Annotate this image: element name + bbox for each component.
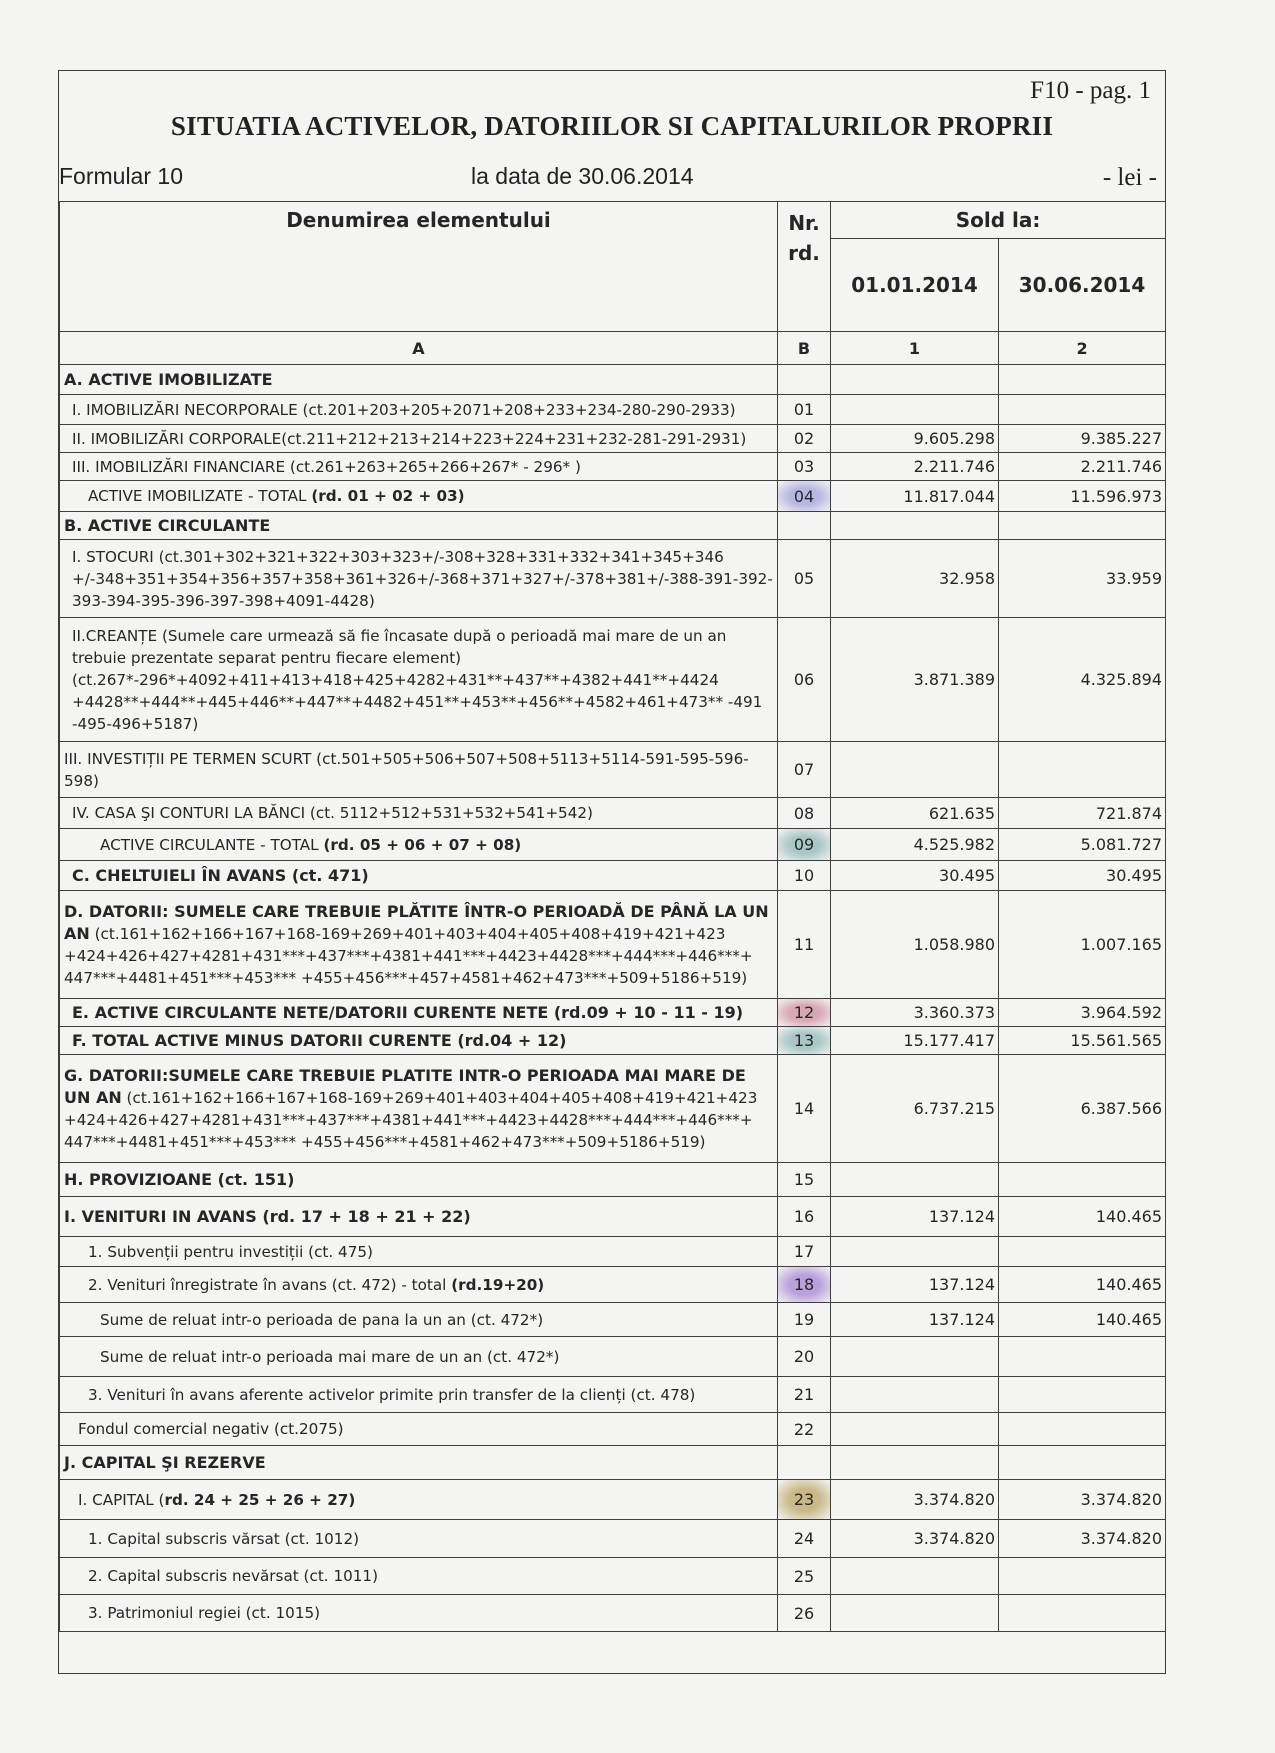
balance-end-value: 9.385.227 — [999, 425, 1166, 453]
balance-table-wrap — [59, 201, 1165, 1632]
table-row — [60, 512, 1166, 540]
header-date-start: 01.01.2014 — [831, 239, 999, 332]
element-label-text: I. STOCURI (ct.301+302+321+322+303+323+/-308+328+331+332+341+345+346 +/-348+351+354+356+357+358+361+326+/-368+371+327+/-378+381+/-388-391-392-393-394-395-396-397-398+4091-4428) — [72, 547, 773, 610]
element-label-text: C. CHELTUIELI ÎN AVANS (ct. 471) — [72, 866, 369, 885]
row-number: 23 — [778, 1480, 831, 1520]
balance-start-value: 3.374.820 — [831, 1480, 999, 1520]
column-letter: 1 — [831, 332, 999, 365]
element-label — [60, 798, 778, 829]
balance-table — [59, 201, 1166, 1632]
row-number — [778, 512, 831, 540]
row-number: 18 — [778, 1267, 831, 1303]
balance-end-value: 11.596.973 — [999, 481, 1166, 512]
header-row-number: Nr. rd. — [778, 202, 831, 332]
row-number — [778, 365, 831, 395]
balance-end-value: 6.387.566 — [999, 1055, 1166, 1163]
element-label — [60, 1558, 778, 1595]
element-label — [60, 742, 778, 798]
element-label — [60, 1446, 778, 1480]
element-label-formula: (rd.19+20) — [451, 1275, 545, 1294]
header-date-end: 30.06.2014 — [999, 239, 1166, 332]
document-title: SITUATIA ACTIVELOR, DATORIILOR SI CAPITALURILOR PROPRII — [170, 111, 1054, 141]
element-label-text: 1. Subvenții pentru investiții (ct. 475) — [88, 1242, 373, 1261]
element-label-formula: (rd. 05 + 06 + 07 + 08) — [323, 835, 522, 854]
balance-start-value — [831, 365, 999, 395]
row-number: 06 — [778, 618, 831, 742]
table-row — [60, 618, 1166, 742]
report-date: la data de 30.06.2014 — [471, 163, 694, 189]
row-number: 19 — [778, 1303, 831, 1337]
table-row — [60, 891, 1166, 999]
row-number: 09 — [778, 829, 831, 861]
balance-start-value — [831, 395, 999, 425]
element-label — [60, 1197, 778, 1237]
table-row — [60, 365, 1166, 395]
table-row — [60, 453, 1166, 481]
element-label-text: F. TOTAL ACTIVE MINUS DATORII CURENTE (rd.04 + 12) — [72, 1031, 567, 1050]
balance-start-value: 15.177.417 — [831, 1027, 999, 1055]
row-number: 07 — [778, 742, 831, 798]
row-number: 17 — [778, 1237, 831, 1267]
balance-end-value — [999, 1595, 1166, 1632]
balance-end-value — [999, 1446, 1166, 1480]
balance-start-value: 3.871.389 — [831, 618, 999, 742]
row-number: 15 — [778, 1163, 831, 1197]
element-label-text: Sume de reluat intr-o perioada de pana la un an (ct. 472*) — [100, 1310, 544, 1329]
balance-end-value: 140.465 — [999, 1197, 1166, 1237]
element-label — [60, 395, 778, 425]
element-label-formula: (rd. 01 + 02 + 03) — [311, 487, 465, 505]
balance-end-value — [999, 395, 1166, 425]
balance-end-value — [999, 1337, 1166, 1377]
element-label-text: II. IMOBILIZĂRI CORPORALE(ct.211+212+213+214+223+224+231+232-281-291-2931) — [72, 429, 747, 448]
row-number: 26 — [778, 1595, 831, 1632]
element-label-text: I. IMOBILIZĂRI NECORPORALE (ct.201+203+205+2071+208+233+234-280-290-2933) — [72, 400, 736, 419]
table-row — [60, 1413, 1166, 1446]
table-row — [60, 1027, 1166, 1055]
element-label — [60, 1480, 778, 1520]
element-label — [60, 481, 778, 512]
element-label-text: 2. Venituri înregistrate în avans (ct. 472) - total — [88, 1275, 452, 1294]
element-label — [60, 1055, 778, 1163]
balance-start-value — [831, 742, 999, 798]
element-label — [60, 1520, 778, 1558]
currency-unit: - lei - — [1102, 164, 1157, 191]
table-row — [60, 1303, 1166, 1337]
element-label — [60, 1237, 778, 1267]
element-label — [60, 1337, 778, 1377]
form-frame — [58, 70, 1166, 1674]
row-number: 05 — [778, 540, 831, 618]
element-label-text: III. INVESTIȚII PE TERMEN SCURT (ct.501+505+506+507+508+5113+5114-591-595-596-598) — [64, 749, 749, 790]
row-number: 11 — [778, 891, 831, 999]
column-letters-row — [60, 332, 1166, 365]
balance-start-value: 32.958 — [831, 540, 999, 618]
balance-start-value — [831, 1446, 999, 1480]
balance-start-value — [831, 1163, 999, 1197]
element-label-text: I. VENITURI IN AVANS (rd. 17 + 18 + 21 + 22) — [64, 1207, 471, 1226]
balance-start-value: 137.124 — [831, 1303, 999, 1337]
balance-end-value: 721.874 — [999, 798, 1166, 829]
table-row — [60, 1163, 1166, 1197]
element-label — [60, 861, 778, 891]
balance-end-value — [999, 1558, 1166, 1595]
balance-start-value: 9.605.298 — [831, 425, 999, 453]
row-number: 20 — [778, 1337, 831, 1377]
table-row — [60, 540, 1166, 618]
element-label — [60, 512, 778, 540]
balance-start-value — [831, 1337, 999, 1377]
element-label-text: ACTIVE CIRCULANTE - TOTAL — [100, 835, 324, 854]
balance-start-value — [831, 1558, 999, 1595]
element-label — [60, 453, 778, 481]
column-letter: 2 — [999, 332, 1166, 365]
balance-start-value: 11.817.044 — [831, 481, 999, 512]
table-row — [60, 1197, 1166, 1237]
table-row — [60, 1055, 1166, 1163]
table-row — [60, 1337, 1166, 1377]
element-label — [60, 891, 778, 999]
element-label-text: 1. Capital subscris vărsat (ct. 1012) — [88, 1529, 360, 1548]
balance-end-value — [999, 1163, 1166, 1197]
row-number: 13 — [778, 1027, 831, 1055]
row-number: 03 — [778, 453, 831, 481]
element-label-text: Sume de reluat intr-o perioada mai mare de un an (ct. 472*) — [100, 1347, 560, 1366]
row-number: 01 — [778, 395, 831, 425]
table-row — [60, 1377, 1166, 1413]
table-row — [60, 425, 1166, 453]
balance-end-value: 4.325.894 — [999, 618, 1166, 742]
balance-start-value — [831, 1413, 999, 1446]
element-label — [60, 425, 778, 453]
element-label-text: D. DATORII: SUMELE CARE TREBUIE PLĂTITE ÎNTR-O PERIOADĂ DE PÂNĂ LA UN AN — [64, 901, 769, 943]
balance-start-value: 137.124 — [831, 1267, 999, 1303]
balance-start-value — [831, 1595, 999, 1632]
row-number: 12 — [778, 999, 831, 1027]
balance-start-value: 4.525.982 — [831, 829, 999, 861]
table-row — [60, 1480, 1166, 1520]
table-row — [60, 1237, 1166, 1267]
header-balance: Sold la: — [831, 202, 1166, 239]
element-label-accounts: (ct.161+162+166+167+168-169+269+401+403+404+405+408+419+421+423 +424+426+427+4281+431***+437***+4381+441***+4423+4428***+444***+446***+ 447***+4481+451***+453*** +455+456***+4581+462+473***+509+5186+519) — [64, 1088, 758, 1151]
element-label — [60, 618, 778, 742]
element-label-text: J. CAPITAL ŞI REZERVE — [64, 1453, 266, 1472]
element-label — [60, 365, 778, 395]
element-label — [60, 1303, 778, 1337]
element-label-formula: rd. 24 + 25 + 26 + 27) — [164, 1490, 356, 1509]
balance-start-value: 30.495 — [831, 861, 999, 891]
row-number: 25 — [778, 1558, 831, 1595]
balance-end-value — [999, 365, 1166, 395]
balance-end-value: 15.561.565 — [999, 1027, 1166, 1055]
balance-end-value: 3.374.820 — [999, 1480, 1166, 1520]
element-label-text: H. PROVIZIOANE (ct. 151) — [64, 1170, 295, 1189]
table-row — [60, 1558, 1166, 1595]
balance-start-value — [831, 1237, 999, 1267]
element-label-accounts: (ct.161+162+166+167+168-169+269+401+403+404+405+408+419+421+423 +424+426+427+4281+431***+437***+4381+441***+4423+4428***+444***+446***+ 447***+4481+451***+453*** +455+456***+457+4581+462+473***+509+5186+519) — [64, 924, 753, 987]
balance-end-value — [999, 1377, 1166, 1413]
element-label-text: I. CAPITAL ( — [78, 1490, 165, 1509]
balance-end-value: 3.374.820 — [999, 1520, 1166, 1558]
element-label-text: Fondul comercial negativ (ct.2075) — [78, 1420, 344, 1438]
table-row — [60, 999, 1166, 1027]
element-label — [60, 999, 778, 1027]
balance-end-value — [999, 1413, 1166, 1446]
balance-end-value — [999, 742, 1166, 798]
element-label — [60, 540, 778, 618]
element-label-text: ACTIVE IMOBILIZATE - TOTAL — [88, 487, 312, 505]
table-row — [60, 742, 1166, 798]
element-label — [60, 829, 778, 861]
row-number: 04 — [778, 481, 831, 512]
element-label-text: 2. Capital subscris nevărsat (ct. 1011) — [88, 1567, 379, 1585]
element-label-text: B. ACTIVE CIRCULANTE — [64, 516, 271, 535]
balance-start-value: 1.058.980 — [831, 891, 999, 999]
balance-start-value: 3.374.820 — [831, 1520, 999, 1558]
element-label — [60, 1595, 778, 1632]
table-row — [60, 1267, 1166, 1303]
balance-end-value: 1.007.165 — [999, 891, 1166, 999]
balance-end-value: 2.211.746 — [999, 453, 1166, 481]
header-element-name: Denumirea elementului — [60, 202, 778, 332]
element-label-text: A. ACTIVE IMOBILIZATE — [64, 370, 273, 389]
element-label-text: E. ACTIVE CIRCULANTE NETE/DATORII CURENTE NETE (rd.09 + 10 - 11 - 19) — [72, 1003, 744, 1022]
element-label — [60, 1413, 778, 1446]
table-row — [60, 1446, 1166, 1480]
balance-start-value: 3.360.373 — [831, 999, 999, 1027]
table-row — [60, 481, 1166, 512]
element-label — [60, 1163, 778, 1197]
balance-end-value: 30.495 — [999, 861, 1166, 891]
row-number: 08 — [778, 798, 831, 829]
element-label — [60, 1267, 778, 1303]
balance-start-value: 2.211.746 — [831, 453, 999, 481]
balance-end-value: 140.465 — [999, 1267, 1166, 1303]
element-label-text: II.CREANȚE (Sumele care urmează să fie încasate după o perioadă mai mare de un an trebuie prezentate separat pentru fiecare element) (ct.267*-296*+4092+411+413+418+425+4282+431**+437**+4382+441**+4424 +4428**+444**+445+446**+447**+4482+451**+453**+456**+4582+461+473** -491 -495-496+5187) — [72, 626, 763, 733]
element-label-text: 3. Venituri în avans aferente activelor primite prin transfer de la clienți (ct. 478) — [88, 1385, 696, 1404]
balance-start-value — [831, 1377, 999, 1413]
table-row — [60, 829, 1166, 861]
balance-end-value — [999, 1237, 1166, 1267]
column-letter: B — [778, 332, 831, 365]
balance-start-value: 621.635 — [831, 798, 999, 829]
column-letter: A — [60, 332, 778, 365]
row-number: 21 — [778, 1377, 831, 1413]
balance-end-value: 3.964.592 — [999, 999, 1166, 1027]
balance-start-value: 137.124 — [831, 1197, 999, 1237]
table-row — [60, 1595, 1166, 1632]
element-label — [60, 1027, 778, 1055]
row-number: 24 — [778, 1520, 831, 1558]
table-row — [60, 798, 1166, 829]
element-label-text: 3. Patrimoniul regiei (ct. 1015) — [88, 1604, 321, 1622]
form-label: Formular 10 — [59, 163, 183, 189]
balance-end-value: 140.465 — [999, 1303, 1166, 1337]
balance-end-value — [999, 512, 1166, 540]
row-number: 10 — [778, 861, 831, 891]
table-row — [60, 861, 1166, 891]
row-number: 16 — [778, 1197, 831, 1237]
page-reference: F10 - pag. 1 — [1030, 77, 1151, 104]
element-label-text: IV. CASA ŞI CONTURI LA BĂNCI (ct. 5112+512+531+532+541+542) — [72, 804, 593, 822]
row-number: 22 — [778, 1413, 831, 1446]
balance-end-value: 5.081.727 — [999, 829, 1166, 861]
row-number — [778, 1446, 831, 1480]
row-number: 02 — [778, 425, 831, 453]
table-row — [60, 395, 1166, 425]
row-number: 14 — [778, 1055, 831, 1163]
balance-start-value — [831, 512, 999, 540]
element-label-text: III. IMOBILIZĂRI FINANCIARE (ct.261+263+265+266+267* - 296* ) — [72, 457, 581, 476]
element-label — [60, 1377, 778, 1413]
element-label-text: G. DATORII:SUMELE CARE TREBUIE PLATITE INTR-O PERIOADA MAI MARE DE UN AN — [64, 1065, 746, 1107]
table-row — [60, 1520, 1166, 1558]
balance-start-value: 6.737.215 — [831, 1055, 999, 1163]
balance-end-value: 33.959 — [999, 540, 1166, 618]
